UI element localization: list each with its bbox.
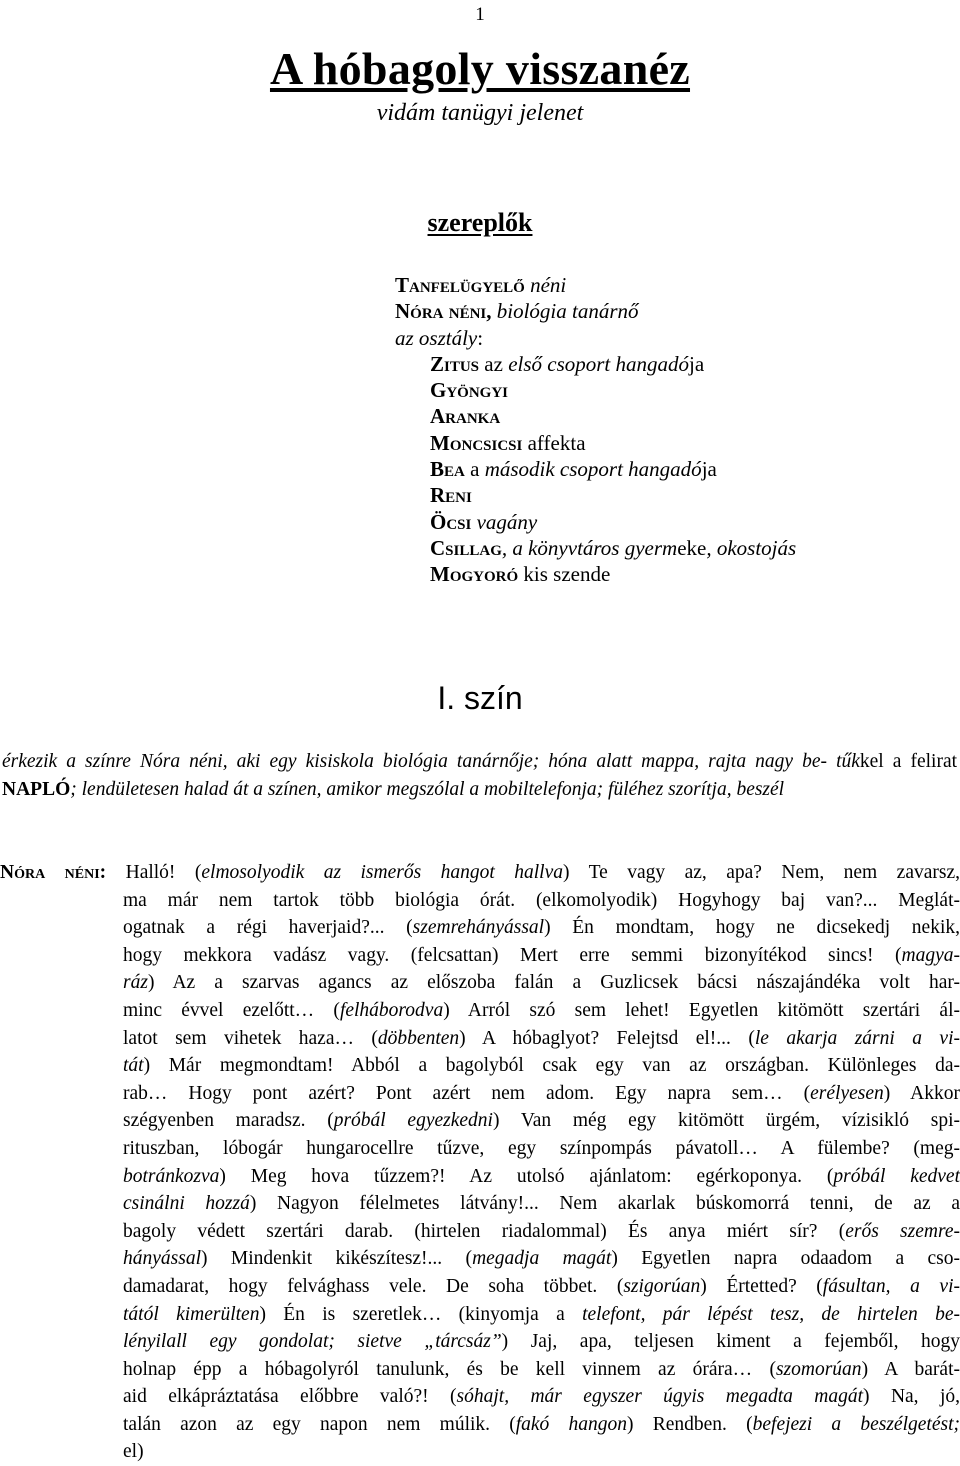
dialogue-line: botránkozva) Meg hova tűzzem?! Az utolsó ajánlatom: egérkoponya. (próbál kedvet <box>123 1165 960 1187</box>
dialogue-line: rab… Hogy pont azért? Pont azért nem adom. Egy napra sem… (erélyesen) Akkor <box>123 1082 960 1104</box>
dialogue-line: hányással) Mindenkit kikészítesz!... (megadja magát) Egyetlen napra odaadom a cso- <box>123 1248 960 1270</box>
dialogue-line: ma már nem tartok több biológia órát. (elkomolyodik) Hogyhogy baj van?... Meglát- <box>123 889 960 911</box>
dialogue-line: hogy mekkora vadász vagy. (felcsattan) Mert erre semmi bizonyítékod sincs! (magya- <box>123 944 960 966</box>
cast-item-zitus: Zitus az első csoport hangadója <box>430 351 705 376</box>
cast-item-mogyoro: Mogyoró kis szende <box>430 562 611 587</box>
cast-item-moncsicsi: Moncsicsi affekta <box>430 430 586 455</box>
scene-heading: I. szín <box>437 680 523 716</box>
dialogue-line: ráz) Az a szarvas agancs az előszoba falán a Guzlicsek bácsi nászajándéka volt har- <box>123 972 960 994</box>
stage-direction-part2-ital: tűk <box>836 751 860 772</box>
dialogue-line: talán azon az egy napon nem múlik. (fakó hangon) Rendben. (befejezi a beszélgetést; <box>123 1413 960 1435</box>
cast-item-reni: Reni <box>430 483 472 508</box>
stage-direction-part1: érkezik a színre Nóra néni, aki egy kisiskola biológia tanárnője; hóna alatt mappa, rajta nagy be- <box>2 751 827 772</box>
dialogue-line: aid elkápráztatása előbbre való?! (sóhajt, már egyszer úgyis megadta magát) Na, jó, <box>123 1386 960 1408</box>
dialogue-line: el) <box>123 1441 144 1463</box>
cast-list <box>395 272 796 588</box>
dialogue-line: csinálni hozzá) Nagyon félelmetes látvány!... Nem akarlak búskomorrá tenni, de az a <box>123 1193 960 1215</box>
dialogue-line: rituszban, lóbogár hungarocellre tűzve, egy színpompás pávatoll… A fülembe? (meg- <box>123 1137 960 1159</box>
stage-direction-part2-rest: ; lendületesen halad át a színen, amikor megszólal a mobiltelefonja; füléhez <box>70 778 664 800</box>
play-title: A hóbagoly visszanéz <box>269 43 691 94</box>
cast-item-aranka: Aranka <box>430 404 501 429</box>
dialogue-line: tát) Már megmondtam! Abból a bagolyból csak egy van az országban. Különleges da- <box>123 1055 960 1077</box>
stage-direction-naplo: NAPLÓ <box>2 778 71 800</box>
dialogue-line: bagoly védett szertári darab. (hirtelen riadalommal) És anya miért sír? (erős szemre- <box>123 1220 960 1242</box>
dialogue-block <box>0 859 960 1466</box>
page-number: 1 <box>475 4 485 25</box>
stage-direction <box>2 748 957 803</box>
dialogue-line: minc évvel ezelőtt… (felháborodva) Arról szó sem lehet! Egyetlen kitömött szertári ál- <box>123 999 960 1021</box>
cast-item-tanfelugyelo: Tanfelügyelő néni <box>395 273 567 297</box>
dialogue-line: holnap épp a hóbagolyról tanulunk, és be kell vinnem az órára… (szomorúan) A barát- <box>123 1358 960 1380</box>
cast-class-label: az osztály: <box>395 325 484 350</box>
dialogue-line: szégyenben maradsz. (próbál egyezkedni) Van még egy kitömött ürgém, vízisikló spi- <box>123 1110 960 1132</box>
dialogue-line: lényilall egy gondolat; sietve „tárcsáz”) Jaj, apa, teljesen kiment a fejemből, hogy <box>123 1331 960 1353</box>
dialogue-line: tától kimerülten) Én is szeretlek… (kinyomja a telefont, pár lépést tesz, de hirtelen be- <box>123 1303 960 1325</box>
stage-direction-part2-plain: kel a felirat <box>859 751 958 772</box>
cast-item-nora: Nóra néni, biológia tanárnő <box>395 299 639 324</box>
play-subtitle: vidám tanügyi jelenet <box>376 100 584 126</box>
cast-item-ocsi: Öcsi vagány <box>430 509 538 534</box>
dialogue-line: ogatnak a régi haverjaid?... (szemrehányással) Én mondtam, hogy ne dicsekedj nekik, <box>123 917 960 939</box>
cast-item-csillag: Csillag, a könyvtáros gyermeke, okostojás <box>430 535 797 560</box>
dialogue-line: damadarat, hogy felvághass vele. De soha többet. (szigorúan) Értetted? (fásultan, a vi- <box>123 1275 960 1297</box>
cast-item-bea: Bea a második csoport hangadója <box>430 457 717 482</box>
speaker-label: Nóra néni: <box>0 862 107 883</box>
cast-heading: szereplők <box>427 208 533 237</box>
dialogue-line: latot sem vihetek haza… (döbbenten) A hóbaglyot? Felejtsd el!... (le akarja zárni a vi- <box>123 1027 960 1049</box>
stage-direction-part3: szorítja, beszél <box>668 778 785 800</box>
cast-item-gyongyi: Gyöngyi <box>430 378 509 403</box>
dialogue-line: Nóra néni: Halló! (elmosolyodik az ismerős hangot hallva) Te vagy az, apa? Nem, nem zavarsz, <box>0 862 960 883</box>
